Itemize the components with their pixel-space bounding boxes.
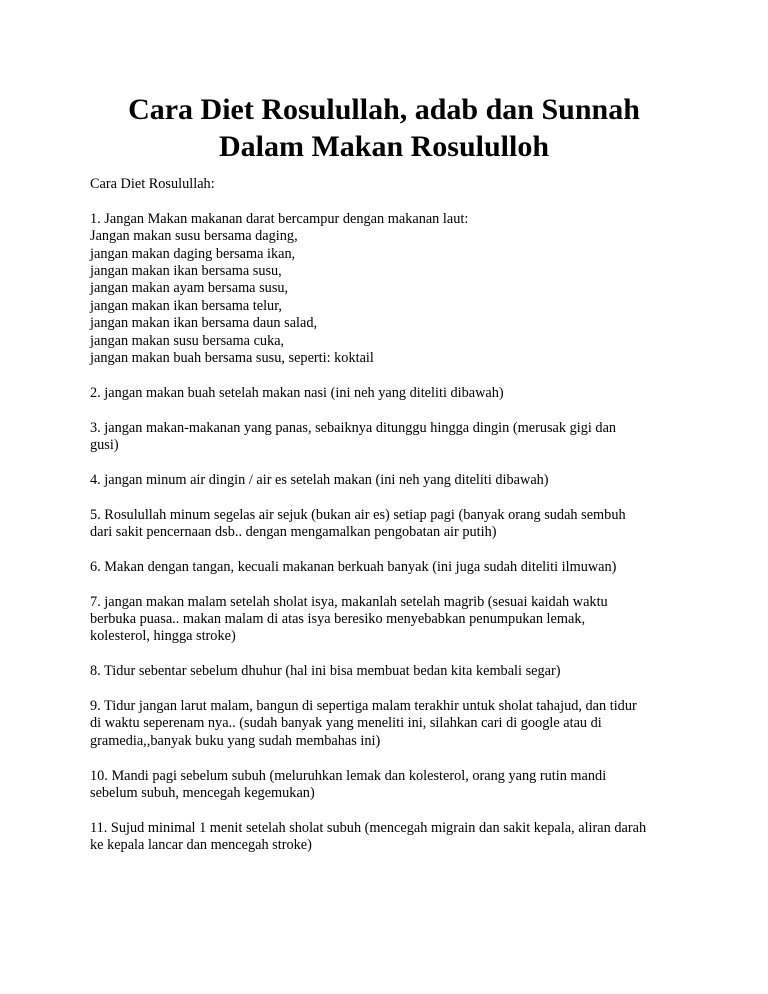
item-10-line: sebelum subuh, mencegah kegemukan) <box>90 785 315 802</box>
list-item-7 <box>90 594 720 646</box>
item-2-line: 2. jangan makan buah setelah makan nasi (ini neh yang diteliti dibawah) <box>90 384 504 401</box>
item-9-line: 9. Tidur jangan larut malam, bangun di sepertiga malam terakhir untuk sholat tahajud, dan tidur <box>90 698 637 715</box>
item-5-line: 5. Rosulullah minum segelas air sejuk (bukan air es) setiap pagi (banyak orang sudah sembuh <box>90 506 626 523</box>
list-item-10 <box>90 768 720 803</box>
item-1-line: jangan makan susu bersama cuka, <box>90 332 285 349</box>
title-line-1: Cara Diet Rosulullah, adab dan Sunnah <box>128 93 640 126</box>
list-item-5 <box>90 507 720 542</box>
list-item-1 <box>90 211 720 368</box>
item-1-line: jangan makan ikan bersama daun salad, <box>90 315 318 332</box>
list-item-9 <box>90 698 720 750</box>
item-7-line: berbuka puasa.. makan malam di atas isya beresiko menyebabkan penumpukan lemak, <box>90 611 586 628</box>
document-body <box>90 176 720 872</box>
item-1-line: 1. Jangan Makan makanan darat bercampur dengan makanan laut: <box>90 210 469 227</box>
title-line-2: Dalam Makan Rosululloh <box>218 130 550 163</box>
item-6-line: 6. Makan dengan tangan, kecuali makanan berkuah banyak (ini juga sudah diteliti ilmuwan) <box>90 558 617 575</box>
list-item-3 <box>90 420 720 455</box>
item-10-line: 10. Mandi pagi sebelum subuh (meluruhkan lemak dan kolesterol, orang yang rutin mandi <box>90 767 607 784</box>
intro-text: Cara Diet Rosulullah: <box>90 176 215 192</box>
list-item-6 <box>90 559 720 576</box>
item-7-line: kolesterol, hingga stroke) <box>90 628 236 645</box>
item-11-line: 11. Sujud minimal 1 menit setelah sholat subuh (mencegah migrain dan sakit kepala, aliran darah <box>90 819 647 836</box>
item-8-line: 8. Tidur sebentar sebelum dhuhur (hal ini bisa membuat bedan kita kembali segar) <box>90 663 561 680</box>
list-item-8 <box>90 663 720 680</box>
item-3-line: 3. jangan makan-makanan yang panas, sebaiknya ditunggu hingga dingin (merusak gigi dan <box>90 419 617 436</box>
item-1-line: Jangan makan susu bersama daging, <box>90 228 298 245</box>
item-9-line: di waktu seperenam nya.. (sudah banyak yang meneliti ini, silahkan cari di google atau di <box>90 715 602 732</box>
item-1-line: jangan makan ikan bersama telur, <box>90 297 282 314</box>
item-11-line: ke kepala lancar dan mencegah stroke) <box>90 837 312 854</box>
item-1-line: jangan makan ikan bersama susu, <box>90 263 282 280</box>
item-1-line: jangan makan ayam bersama susu, <box>90 280 289 297</box>
list-item-2 <box>90 385 720 402</box>
item-5-line: dari sakit pencernaan dsb.. dengan mengamalkan pengobatan air putih) <box>90 524 497 541</box>
item-7-line: 7. jangan makan malam setelah sholat isya, makanlah setelah magrib (sesuai kaidah waktu <box>90 593 608 610</box>
item-9-line: gramedia,,banyak buku yang sudah membahas ini) <box>90 732 381 749</box>
page-title <box>0 91 768 165</box>
item-4-line: 4. jangan minum air dingin / air es setelah makan (ini neh yang diteliti dibawah) <box>90 471 549 488</box>
item-3-line: gusi) <box>90 437 119 454</box>
list-item-4 <box>90 472 720 489</box>
item-1-line: jangan makan buah bersama susu, seperti: koktail <box>90 350 374 367</box>
list-item-11 <box>90 820 720 855</box>
item-1-line: jangan makan daging bersama ikan, <box>90 245 296 262</box>
